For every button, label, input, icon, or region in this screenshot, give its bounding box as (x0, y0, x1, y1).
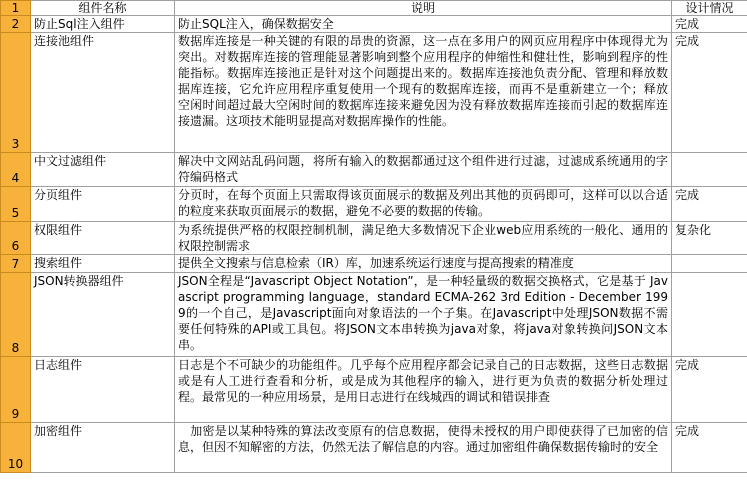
status-cell[interactable] (672, 273, 747, 357)
status-cell[interactable]: 完成 (672, 187, 747, 222)
description-cell[interactable]: 提供全文搜索与信息检索（IR）库，加速系统运行速度与提高搜索的精准度 (175, 255, 672, 273)
description-cell[interactable]: 加密是以某种特殊的算法改变原有的信息数据，使得未授权的用户即使获得了已加密的信息，但因不知解密的方法，仍然无法了解信息的内容。通过加密组件确保数据传输时的安全 (175, 423, 672, 473)
row-number-cell[interactable]: 9 (1, 357, 31, 423)
row-number-cell[interactable]: 3 (1, 33, 31, 153)
table-row (1, 255, 747, 273)
row-number-cell[interactable]: 8 (1, 273, 31, 357)
header-description-cell[interactable]: 说明 (175, 1, 672, 16)
status-cell[interactable]: 完成 (672, 16, 747, 33)
description-cell[interactable]: JSON全程是“Javascript Object Notation”，是一种轻量级的数据交换格式，它是基于 Javascript programming language，standard ECMA-262 3rd Edition - December 1999的一个自己，是Javascript面向对象语法的一个子集。在Javascript中处理JSON数据不需要任何特殊的API或工具包。将JSON文本串转换为java对象，将java对象转换问JSON文本串。 (175, 273, 672, 357)
header-status-cell[interactable]: 设计情况 (672, 1, 747, 16)
description-cell[interactable]: 解决中文网站乱码问题，将所有输入的数据都通过这个组件进行过滤，过滤成系统通用的字符编码格式 (175, 153, 672, 187)
row-number-cell[interactable]: 2 (1, 16, 31, 33)
status-cell[interactable] (672, 153, 747, 187)
component-name-cell[interactable]: 权限组件 (31, 222, 175, 255)
header-row (1, 1, 747, 16)
table-row (1, 33, 747, 153)
component-name-cell[interactable]: JSON转换器组件 (31, 273, 175, 357)
table-row (1, 16, 747, 33)
header-name-cell[interactable]: 组件名称 (31, 1, 175, 16)
component-name-cell[interactable]: 分页组件 (31, 187, 175, 222)
component-name-cell[interactable]: 连接池组件 (31, 33, 175, 153)
status-cell[interactable]: 完成 (672, 423, 747, 473)
row-number-cell[interactable]: 4 (1, 153, 31, 187)
table-row (1, 273, 747, 357)
status-cell[interactable]: 完成 (672, 33, 747, 153)
status-cell[interactable]: 复杂化 (672, 222, 747, 255)
description-cell[interactable]: 防止SQL注入，确保数据安全 (175, 16, 672, 33)
status-cell[interactable] (672, 255, 747, 273)
component-name-cell[interactable]: 防止Sql注入组件 (31, 16, 175, 33)
status-cell[interactable]: 完成 (672, 357, 747, 423)
description-cell[interactable]: 日志是个不可缺少的功能组件。几乎每个应用程序都会记录自己的日志数据，这些日志数据或是有人工进行查看和分析，或是成为其他程序的输入，进行更为负责的数据分析处理过程。最常见的一种应用场景，是用日志进行在线城西的调试和错误排查 (175, 357, 672, 423)
table-row (1, 222, 747, 255)
row-number-cell[interactable]: 7 (1, 255, 31, 273)
component-name-cell[interactable]: 搜索组件 (31, 255, 175, 273)
component-name-cell[interactable]: 日志组件 (31, 357, 175, 423)
component-name-cell[interactable]: 中文过滤组件 (31, 153, 175, 187)
table-row (1, 423, 747, 473)
row-number-cell[interactable]: 1 (1, 1, 31, 16)
table-row (1, 153, 747, 187)
row-number-cell[interactable]: 10 (1, 423, 31, 473)
table-row (1, 187, 747, 222)
table-row (1, 357, 747, 423)
description-cell[interactable]: 分页时，在每个页面上只需取得该页面展示的数据及列出其他的页码即可，这样可以以合适的粒度来获取页面展示的数据，避免不必要的数据的传输。 (175, 187, 672, 222)
component-name-cell[interactable]: 加密组件 (31, 423, 175, 473)
row-number-cell[interactable]: 6 (1, 222, 31, 255)
description-cell[interactable]: 数据库连接是一种关键的有限的昂贵的资源，这一点在多用户的网页应用程序中体现得尤为突出。对数据库连接的管理能显著影响到整个应用程序的伸缩性和健壮性，影响到程序的性能指标。数据库连接池正是针对这个问题提出来的。数据库连接池负责分配、管理和释放数据库连接，它允许应用程序重复使用一个现有的数据库连接，而再不是重新建立一个；释放空闲时间超过最大空闲时间的数据库连接来避免因为没有释放数据库连接而引起的数据库连接遗漏。这项技术能明显提高对数据库操作的性能。 (175, 33, 672, 153)
description-cell[interactable]: 为系统提供严格的权限控制机制，满足绝大多数情况下企业web应用系统的一般化、通用的权限控制需求 (175, 222, 672, 255)
row-number-cell[interactable]: 5 (1, 187, 31, 222)
